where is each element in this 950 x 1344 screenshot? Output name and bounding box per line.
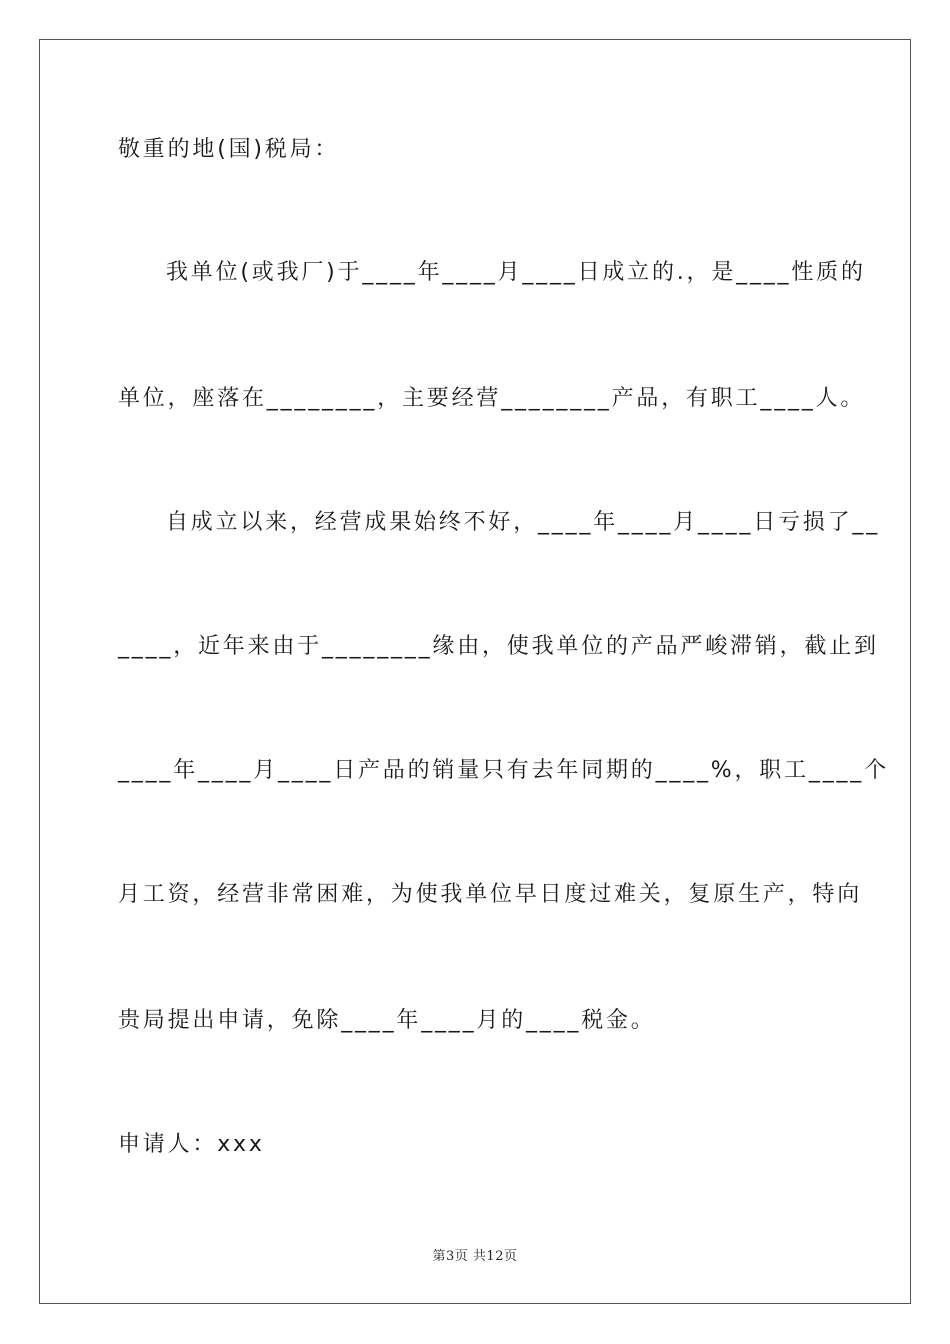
paragraph-2-line-5: 贵局提出申请，免除____年____月的____税金。: [118, 1008, 656, 1033]
applicant-signature: 申请人：xxx: [118, 1132, 265, 1157]
paragraph-2-line-2: ____，近年来由于________缘由，使我单位的产品严峻滞销，截止到: [118, 634, 879, 659]
paragraph-2-line-3: ____年____月____日产品的销量只有去年同期的____%，职工____个: [118, 758, 889, 783]
paragraph-2-line-1: 自成立以来，经营成果始终不好，____年____月____日亏损了__: [166, 510, 881, 535]
page-frame: [39, 39, 911, 1304]
paragraph-2-line-4: 月工资，经营非常困难，为使我单位早日度过难关，复原生产，特向: [118, 882, 863, 907]
paragraph-1-line-1: 我单位(或我厂)于____年____月____日成立的.，是____性质的: [166, 260, 866, 285]
page-number-footer: 第3页 共12页: [432, 1249, 518, 1264]
salutation: 敬重的地(国)税局：: [118, 137, 340, 162]
paragraph-1-line-2: 单位，座落在________，主要经营________产品，有职工____人。: [118, 386, 866, 411]
